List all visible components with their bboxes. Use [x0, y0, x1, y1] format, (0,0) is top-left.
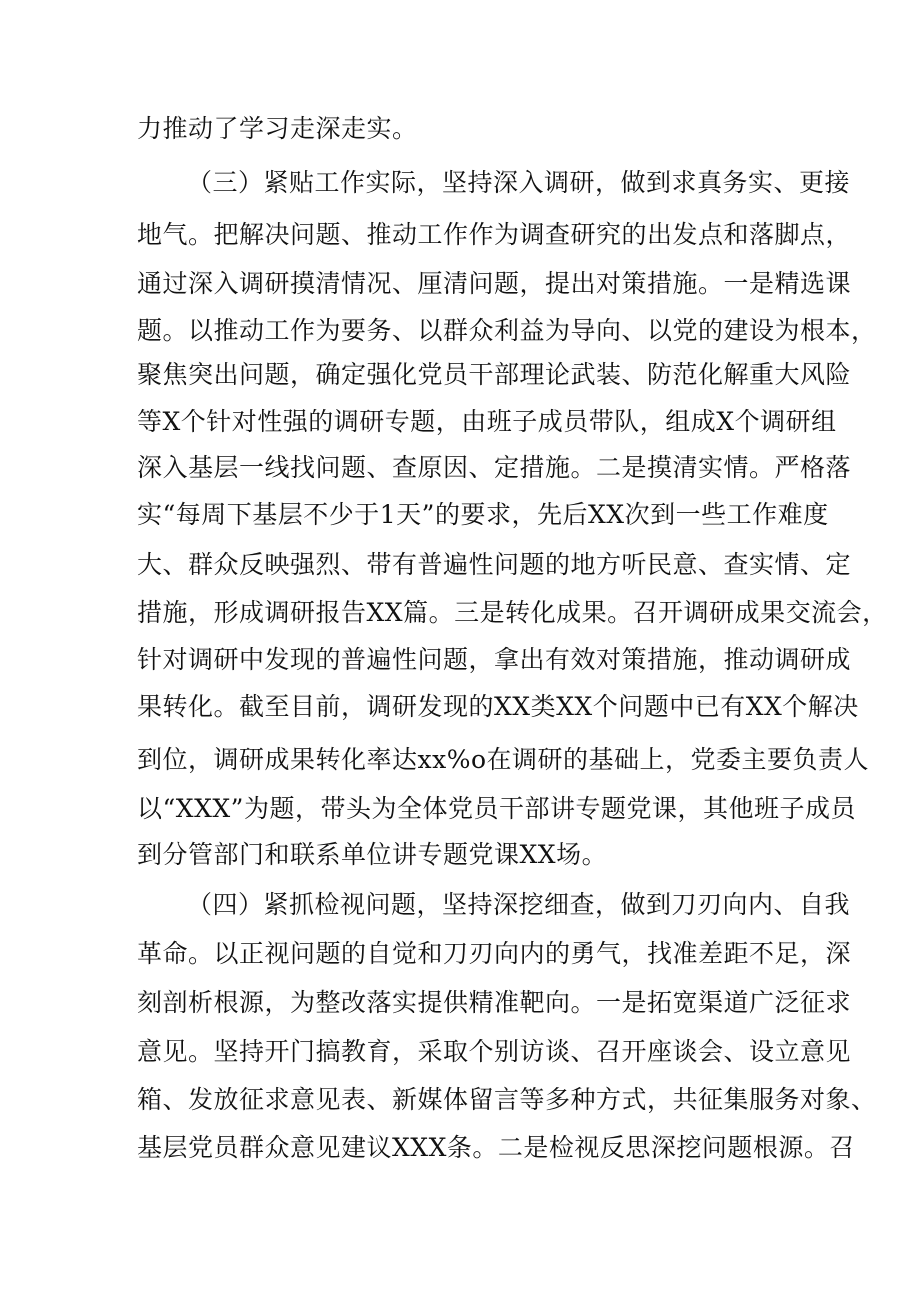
text-line-8: 深入基层一线找问题、查原因、定措施。二是摸清实情。严格落 — [137, 453, 852, 482]
text-line-3: 地气。把解决问题、推动工作作为调查研究的出发点和落脚点， — [137, 220, 852, 249]
text-line-7: 等X个针对性强的调研专题，由班子成员带队，组成X个调研组 — [137, 407, 837, 436]
text-line-12: 针对调研中发现的普遍性问题，拿出有效对策措施，推动调研成 — [137, 645, 852, 674]
text-line-14: 到位，调研成果转化率达xx%o在调研的基础上，党委主要负责人 — [137, 745, 870, 774]
text-line-20: 意见。坚持开门搞教育，采取个别访谈、召开座谈会、设立意见 — [137, 1037, 852, 1066]
text-line-5: 题。以推动工作为要务、以群众利益为导向、以党的建设为根本， — [137, 316, 877, 345]
text-line-2: （三）紧贴工作实际，坚持深入调研，做到求真务实、更接 — [187, 168, 851, 197]
text-line-16: 到分管部门和联系单位讲专题党课XX场。 — [137, 840, 608, 869]
text-line-17: （四）紧抓检视问题，坚持深挖细查，做到刀刃向内、自我 — [187, 890, 851, 919]
text-line-13: 果转化。截至目前，调研发现的XX类XX个问题中已有XX个解决 — [137, 692, 859, 721]
text-line-9: 实“每周下基层不少于1天”的要求，先后XX次到一些工作难度 — [137, 500, 829, 529]
text-line-18: 革命。以正视问题的自觉和刀刃向内的勇气，找准差距不足，深 — [137, 939, 852, 968]
text-line-22: 基层党员群众意见建议XXX条。二是检视反思深挖问题根源。召 — [137, 1133, 855, 1162]
text-line-6: 聚焦突出问题，确定强化党员干部理论武装、防范化解重大风险 — [137, 360, 852, 389]
text-line-10: 大、群众反映强烈、带有普遍性问题的地方听民意、查实情、定 — [137, 550, 852, 579]
text-line-21: 箱、发放征求意见表、新媒体留言等多种方式，共征集服务对象、 — [137, 1085, 877, 1114]
text-line-1: 力推动了学习走深走实。 — [137, 114, 418, 143]
text-line-4: 通过深入调研摸清情况、厘清问题，提出对策措施。一是精选课 — [137, 269, 852, 298]
text-line-15: 以“XXX”为题，带头为全体党员干部讲专题党课，其他班子成员 — [137, 794, 856, 823]
text-line-19: 刻剖析根源，为整改落实提供精准靶向。一是拓宽渠道广泛征求 — [137, 988, 852, 1017]
text-line-11: 措施，形成调研报告XX篇。三是转化成果。召开调研成果交流会， — [137, 598, 888, 627]
